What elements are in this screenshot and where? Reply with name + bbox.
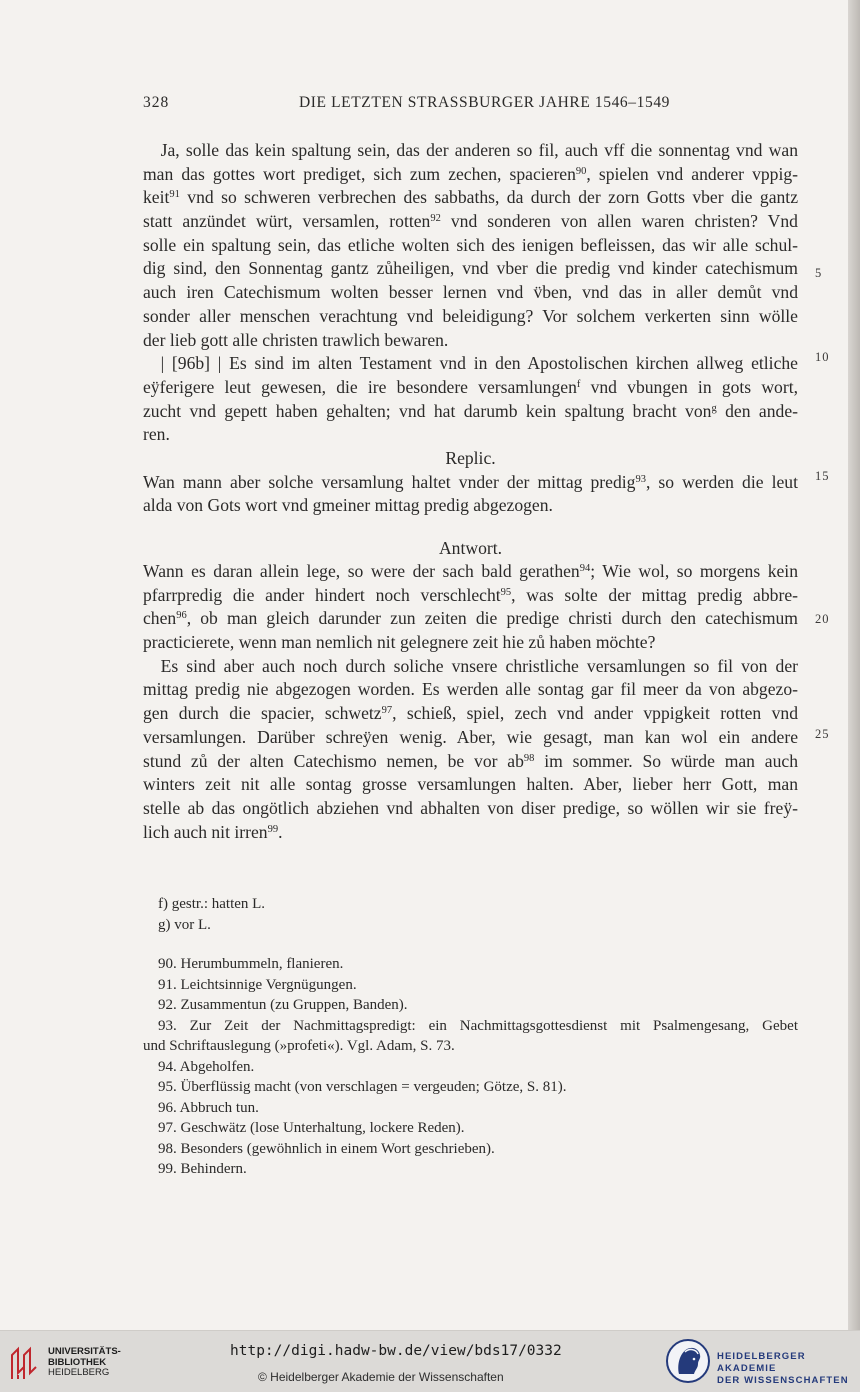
text-line: chen$^{96}$, ob man gleich darunder zun zeiten die predige christi durch den catechismum <box>143 608 798 629</box>
note-line: g) vor L. <box>158 916 211 933</box>
text-line: Wan mann aber solche versamlung haltet vnder der mittag predig$^{93}$, so werden die leut <box>143 471 798 492</box>
text-line: mittag predig nie abgezogen worden. Es werden alle sontag gar fil meer da von abgezo- <box>143 679 798 700</box>
hadw-logo-text: HEIDELBERGER AKADEMIE DER WISSENSCHAFTEN <box>717 1351 849 1386</box>
minerva-head-icon <box>665 1338 711 1384</box>
text-line: Wann es daran allein lege, so were der sach bald gerathen$^{94}$; Wie wol, so morgens kein <box>143 561 798 581</box>
text-line: lich auch nit irren$^{99}$. <box>143 821 283 842</box>
text-line: auch iren Catechismum wolten besser lernen vnd v̈ben, vnd das in aller demůt vnd <box>143 282 798 303</box>
hadw-logo[interactable] <box>665 1338 855 1386</box>
margin-number: 20 <box>815 612 830 626</box>
permalink-url[interactable]: http://digi.hadw-bw.de/view/bds17/0332 <box>230 1343 562 1359</box>
text-line: versamlungen. Darüber schreÿen wenig. Aber, wie gesagt, man kan wol ein andere <box>143 726 798 747</box>
section-heading: Replic. <box>445 447 496 468</box>
page-edge <box>848 0 860 1330</box>
text-line: man das gottes wort prediget, sich zum zechen, spacieren$^{90}$, spielen vnd anderer vppig- <box>143 163 799 184</box>
note-line: 96. Abbruch tun. <box>158 1099 259 1116</box>
running-title: DIE LETZTEN STRASSBURGER JAHRE 1546–1549 <box>299 94 671 111</box>
viewer-footer <box>0 1330 860 1392</box>
copyright-notice: © Heidelberger Akademie der Wissenschaften <box>258 1370 504 1384</box>
note-line: 92. Zusammentun (zu Gruppen, Banden). <box>158 997 408 1013</box>
text-line: dig sind, den Sonnentag gantz zůheiligen, vnd vber die predig vnd kinder catechismum <box>143 258 798 279</box>
text-line: sonder aller menschen verachtung vnd beleidigung? Vor solchem verkerten sinn wölle <box>143 305 798 326</box>
text-line: zucht vnd gepett haben gehalten; vnd hat darumb kein spaltung bracht von$^g$ den ande- <box>143 400 798 421</box>
text-line: eÿferigere leut gewesen, die ire besondere versamlungen$^f$ vnd vbungen in gots wort, <box>143 376 798 397</box>
note-line: f) gestr.: hatten L. <box>158 896 266 912</box>
text-line: solle ein spaltung sein, das etliche wolten sich des ienigen befleissen, das wir alle schul- <box>143 234 798 255</box>
text-line: pfarrpredig die ander hindert noch verschlecht$^{95}$, was solte der mittag predig abbre- <box>143 584 798 605</box>
margin-number: 25 <box>815 727 830 741</box>
note-line: 97. Geschwätz (lose Unterhaltung, lockere Reden). <box>158 1120 465 1136</box>
note-line: 95. Überflüssig macht (von verschlagen = vergeuden; Götze, S. 81). <box>158 1079 567 1095</box>
margin-number: 5 <box>815 266 823 280</box>
note-line: 90. Herumbummeln, flanieren. <box>158 956 344 972</box>
note-line: und Schriftauslegung (»profeti«). Vgl. Adam, S. 73. <box>143 1038 455 1054</box>
text-line: keit$^{91}$ vnd so schweren verbrechen des sabbaths, da durch der zorn Gotts vber die gantz <box>143 187 798 208</box>
text-line: ren. <box>143 424 170 445</box>
text-critical-notes <box>143 894 265 935</box>
note-line: 93. Zur Zeit der Nachmittagspredigt: ein Nachmittagsgottesdienst mit Psalmengesang, Gebet <box>158 1017 798 1034</box>
note-line: 91. Leichtsinnige Vergnügungen. <box>158 976 357 993</box>
text-line: alda von Gots wort vnd gmeiner mittag predig abgezogen. <box>143 495 553 516</box>
section-heading: Antwort. <box>438 538 503 558</box>
margin-number: 15 <box>815 469 830 483</box>
ub-heidelberg-logo[interactable] <box>8 1341 121 1383</box>
main-text <box>143 139 798 844</box>
text-line: der lieb gott alle christen trawlich bewaren. <box>143 329 449 350</box>
text-line: stund zů der alten Catechismo nemen, be vor $ab^{98}$ im sommer. So würde man auch <box>143 750 799 771</box>
text-line: winters zeit nit alle sontag grosse versamlungen halten. Aber, lieber herr Gott, man <box>143 774 798 795</box>
note-line: 98. Besonders (gewöhnlich in einem Wort geschrieben). <box>158 1140 495 1157</box>
ub-logo-text: UNIVERSITÄTS- BIBLIOTHEK HEIDELBERG <box>48 1346 121 1378</box>
explanatory-notes <box>143 954 798 1180</box>
text-line: statt anzündet würt, versamlen, rotten$^{92}$ vnd sonderen von allen waren christen? Vnd <box>143 211 798 232</box>
page-number: 328 <box>143 94 170 111</box>
margin-number: 10 <box>815 350 830 364</box>
text-line: | [96b] | Es sind im alten Testament vnd in den Apostolischen kirchen allweg etliche <box>143 353 798 374</box>
note-line: 99. Behindern. <box>158 1161 247 1177</box>
text-line: practicierete, wenn man nemlich nit gelegnere zeit hie zů haben möchte? <box>143 632 656 653</box>
text-line: gen durch die spacier, schwetz$^{97}$, schieß, spiel, zech vnd ander vppigkeit rotten vnd <box>143 703 798 724</box>
text-line: Ja, solle das kein spaltung sein, das der anderen so fil, auch vff die sonnentag vnd wan <box>143 140 798 160</box>
text-line: stelle ab das ongötlich abziehen vnd abhalten von diser predige, so wöllen wir sie freÿ- <box>143 797 798 818</box>
text-line: Es sind aber auch noch durch soliche vnsere christliche versamlungen so fil von der <box>143 655 798 676</box>
ub-logo-icon <box>10 1345 38 1381</box>
note-line: 94. Abgeholfen. <box>158 1058 255 1075</box>
